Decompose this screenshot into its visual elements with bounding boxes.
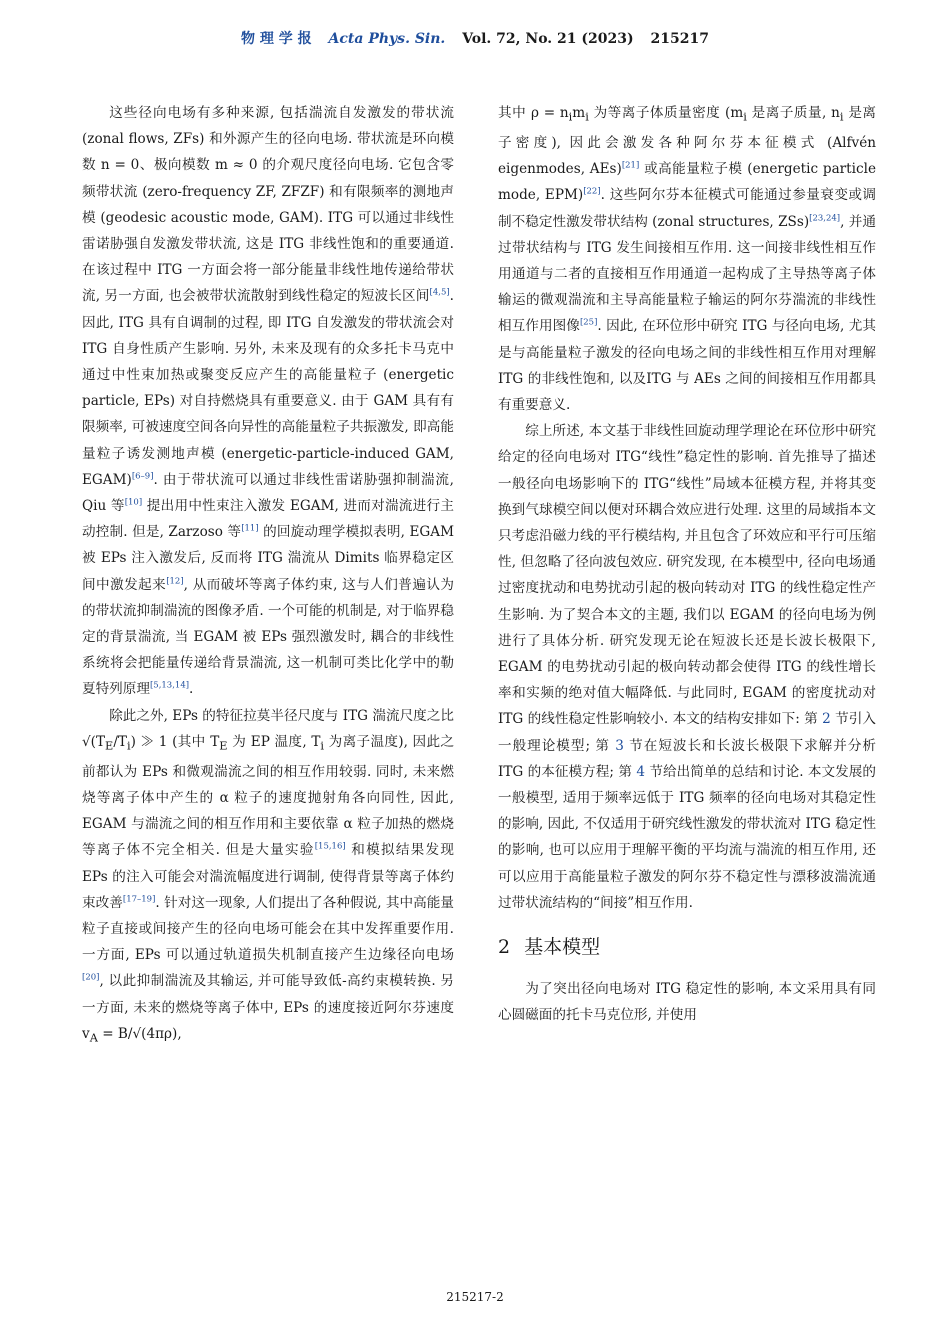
journal-name-en: Acta Phys. Sin. xyxy=(328,31,446,47)
paragraph: 这些径向电场有多种来源, 包括湍流自发激发的带状流 (zonal flows, ZFs) 和外源产生的径向电场. 带状流是环向模数 n = 0、极向模数 m ≈ 0 的介观尺度径向电场. 它包含零频带状流 (zero-frequency ZF, ZFZF) 和有限频率的测地声模 (geodesic acoustic mode, GAM). ITG 可以通过非线性雷诺胁强自发激发带状流, 这是 ITG 非线性饱和的重要通道. 在该过程中 ITG 一方面会将一部分能量非线性地传递给带状流, 另一方面, 也会被带状流散射到线性稳定的短波长区间[4,5]. 因此, ITG 具有自调制的过程, 即 ITG 自发激发的带状流会对 ITG 自身性质产生影响. 另外, 未来及现有的众多托卡马克中通过中性束加热或聚变反应产生的高能量粒子 (energetic particle, EPs) 对自持燃烧具有重要意义. 由于 GAM 具有有限频率, 可被速度空间各向异性的高能量粒子共振激发, 即高能量粒子诱发测地声模 (energetic-particle-induced GAM, EGAM)[6–9]. 由于带状流可以通过非线性雷诺胁强抑制湍流, Qiu 等[10] 提出用中性束注入激发 EGAM, 进而对湍流进行主动控制. 但是, Zarzoso 等[11] 的回旋动理学模拟表明, EGAM 被 EPs 注入激发后, 反而将 ITG 湍流从 Dimits 临界稳定区间中激发起来[12], 从而破坏等离子体约束, 这与人们普遍认为的带状流抑制湍流的图像矛盾. 一个可能的机制是, 对于临界稳定的背景湍流, 当 EGAM 被 EPs 强烈激发时, 耦合的非线性系统将会把能量传递给背景湍流, 这一机制可类比化学中的勒夏特列原理[5,13,14]. xyxy=(82,105,454,698)
citation[interactable]: [5,13,14] xyxy=(149,680,190,691)
citation[interactable]: [10] xyxy=(124,497,143,508)
page-number: 215217-2 xyxy=(446,1290,504,1304)
paragraph: 综上所述, 本文基于非线性回旋动理学理论在环位形中研究给定的径向电场对 ITG“线性”稳定性的影响. 首先推导了描述一般径向电场影响下的 ITG“线性”局域本征模方程, 并将其变换到气球模空间以便对环耦合效应进行处理. 这里的局域指本文只考虑沿磁力线的平行模结构, 并且包含了环效应和平行可压缩性, 但忽略了径向波包效应. 研究发现, 在本模型中, 径向电场通过密度扰动和电势扰动引起的极向转动对 ITG 的线性稳定性产生影响. 为了契合本文的主题, 我们以 EGAM 的径向电场为例进行了具体分析. 研究发现无论在短波长还是长波长极限下, EGAM 的电势扰动引起的极向转动都会使得 ITG 的线性增长率和实频的绝对值大幅降低. 与此同时, EGAM 的密度扰动对 ITG 的线性稳定性影响较小. 本文的结构安排如下: 第 2 节引入一般理论模型; 第 3 节在短波长和长波长极限下求解并分析 ITG 的本征模方程; 第 4 节给出简单的总结和讨论. 本文发展的一般模型, 适用于频率远低于 ITG 频率的径向电场对其稳定性的影响, 因此, 不仅适用于研究线性激发的带状流对 ITG 稳定性的影响, 也可以应用于理解平衡的平均流与湍流的相互作用, 还可以应用于高能量粒子激发的阿尔芬不稳定性与漂移波湍流通过带状流结构的“间接”相互作用. xyxy=(498,423,876,911)
section-title: 基本模型 xyxy=(524,936,601,959)
citation[interactable]: [23,24] xyxy=(809,213,841,223)
citation[interactable]: [25] xyxy=(579,317,598,328)
right-column xyxy=(498,100,876,1029)
paragraph: 除此之外, EPs 的特征拉莫半径尺度与 ITG 湍流尺度之比 $√(T_E/T_i)$ ≫ 1 (其中 $T_E$ 为 EP 温度, $T_i$ 为离子温度), 因此之前都认为 EPs 和微观湍流之间的相互作用较弱. 同时, 未来燃烧等离子体中产生的 α 粒子的速度抛射角各向同性, 因此, EGAM 与湍流之间的相互作用和主要依靠 α 粒子加热的燃烧等离子体不完全相关. 但是大量实验[15,16] 和模拟结果发现 EPs 的注入可能会对湍流幅度进行调制, 使得背景等离子体约束改善[17–19]. 针对这一现象, 人们提出了各种假说, 其中高能量粒子直接或间接产生的径向电场可能会在其中发挥重要作用. 一方面, EPs 可以通过轨道损失机制直接产生边缘径向电场[20], 以此抑制湍流及其输运, 并可能导致低-高约束模转换. 另一方面, 未来的燃烧等离子体中, EPs 的速度接近阿尔芬速度 $v_A = B/√(4\pi\rho)$, xyxy=(82,707,454,1045)
citation[interactable]: [17–19] xyxy=(122,894,156,905)
paragraph: 为了突出径向电场对 ITG 稳定性的影响, 本文采用具有同心圆磁面的托卡马克位形, 并使用 xyxy=(498,981,876,1024)
citation[interactable]: [6–9] xyxy=(131,471,154,482)
citation[interactable]: [4,5] xyxy=(429,287,450,298)
article-number: 215217 xyxy=(650,31,709,47)
journal-header xyxy=(0,28,950,48)
section-link[interactable]: 2 xyxy=(822,711,831,728)
citation[interactable]: [20] xyxy=(82,972,100,983)
citation[interactable]: [12] xyxy=(166,576,184,587)
citation[interactable]: [22] xyxy=(583,186,601,197)
left-column xyxy=(82,100,454,1051)
citation[interactable]: [15,16] xyxy=(314,841,346,852)
citation[interactable]: [21] xyxy=(621,160,640,171)
section-heading xyxy=(498,934,876,960)
journal-name-cn: 物 理 学 报 xyxy=(241,31,312,47)
section-link[interactable]: 4 xyxy=(636,763,645,780)
citation[interactable]: [11] xyxy=(241,523,259,534)
volume-info: Vol. 72, No. 21 (2023) xyxy=(462,31,634,47)
section-link[interactable]: 3 xyxy=(615,737,624,754)
paragraph: 其中 $\rho = n_im_i$ 为等离子体质量密度 ($m_i$ 是离子质量, $n_i$ 是离子密度), 因此会激发各种阿尔芬本征模式 (Alfvén eigenmodes, AEs)[21] 或高能量粒子模 (energetic particle mode, EPM)[22]. 这些阿尔芬本征模式可能通过参量衰变或调制不稳定性激发带状结构 (zonal structures, ZSs)[23,24], 并通过带状结构与 ITG 发生间接相互作用. 这一间接非线性相互作用通道与二者的直接相互作用通道一起构成了主导热等离子体输运的微观湍流和主导高能量粒子输运的阿尔芬湍流的非线性相互作用图像[25]. 因此, 在环位形中研究 ITG 与径向电场, 尤其是与高能量粒子激发的径向电场之间的非线性相互作用对理解 ITG 的非线性饱和, 以及ITG 与 AEs 之间的间接相互作用都具有重要意义. xyxy=(498,105,876,413)
section-number: 2 xyxy=(498,936,511,959)
